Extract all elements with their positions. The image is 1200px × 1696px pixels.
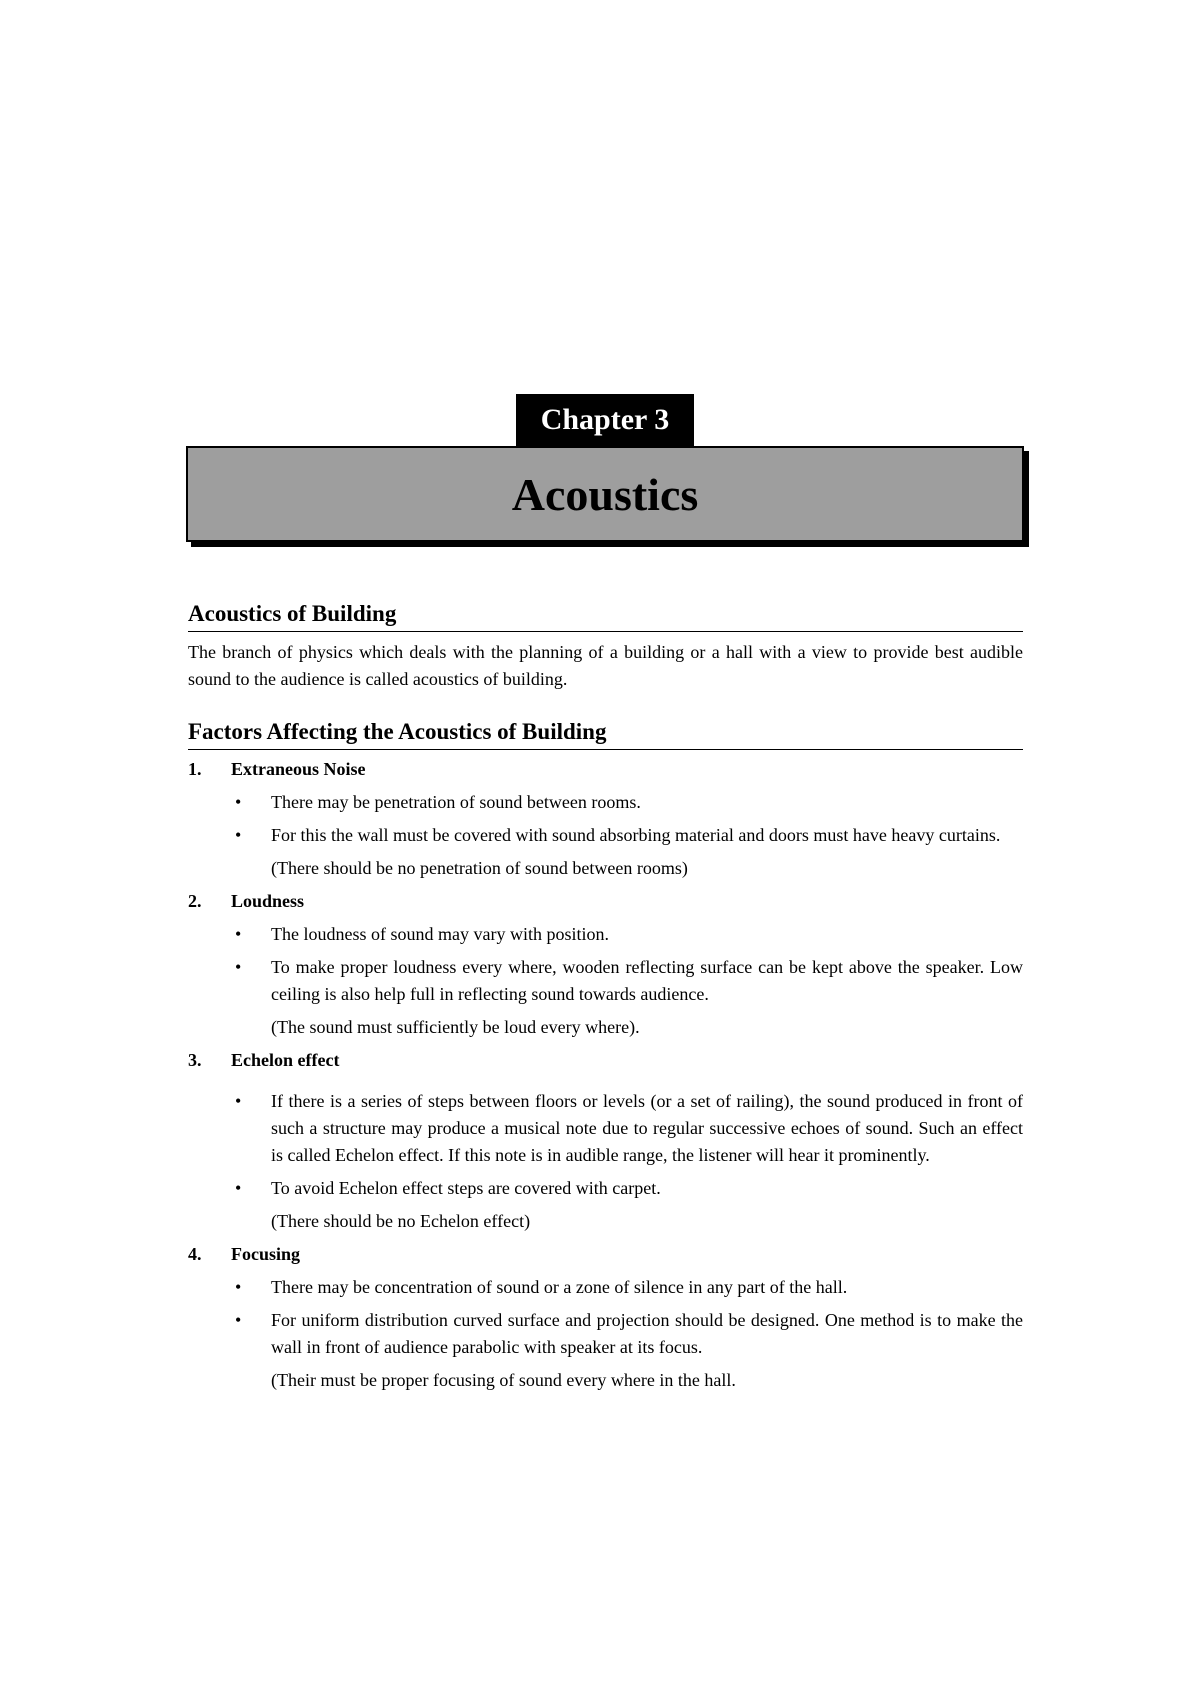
bullet-text: There may be penetration of sound between rooms. <box>271 792 641 812</box>
chapter-label: Chapter 3 <box>516 394 694 446</box>
bullet-item <box>231 1088 1023 1169</box>
factor-item-title: Echelon effect <box>231 1050 340 1070</box>
factor-item-title: Loudness <box>231 891 305 911</box>
bullet-text: For this the wall must be covered with sound absorbing material and doors must have heavy curtains. <box>271 825 1001 845</box>
factor-item-number: 3. <box>188 1050 202 1070</box>
factor-item-number: 2. <box>188 891 202 911</box>
bullet-item <box>231 822 1023 849</box>
factor-item-number: 1. <box>188 759 202 779</box>
bullet-item <box>231 1175 1023 1202</box>
bullet-icon: • <box>235 1277 242 1297</box>
bullet-text: If there is a series of steps between floors or levels (or a set of railing), the sound produced in front of such a structure may produce a musical note due to regular successive echoes of sound. Such an effect is called Echelon effect. If this note is in audible range, the listener will hear it prominently. <box>271 1091 1023 1165</box>
chapter-title-box <box>186 446 1024 542</box>
chapter-title: Acoustics <box>511 469 699 520</box>
bullet-text: For uniform distribution curved surface and projection should be designed. One method is to make the wall in front of audience parabolic with speaker at its focus. <box>271 1310 1023 1357</box>
bullet-list <box>188 1088 1023 1202</box>
section-heading-factors: Factors Affecting the Acoustics of Building <box>188 716 1023 750</box>
bullet-item <box>231 1274 1023 1301</box>
bullet-list <box>188 789 1023 849</box>
factor-list <box>188 756 1023 1394</box>
bullet-text: There may be concentration of sound or a zone of silence in any part of the hall. <box>271 1277 848 1297</box>
bullet-icon: • <box>235 825 242 845</box>
factor-item-heading <box>188 1047 1023 1074</box>
bullet-icon: • <box>235 1178 242 1198</box>
section-paragraph: The branch of physics which deals with the planning of a building or a hall with a view to provide best audible sound to the audience is called acoustics of building. <box>188 642 1023 689</box>
bullet-item <box>231 921 1023 948</box>
factor-item-heading <box>188 888 1023 915</box>
factor-item-title: Extraneous Noise <box>231 759 366 779</box>
factor-item-heading <box>188 756 1023 783</box>
bullet-text: The loudness of sound may vary with position. <box>271 924 609 944</box>
factor-item-heading <box>188 1241 1023 1268</box>
bullet-icon: • <box>235 924 242 944</box>
bullet-list <box>188 1274 1023 1361</box>
factor-note: (There should be no Echelon effect) <box>271 1211 531 1231</box>
factor-note: (There should be no penetration of sound between rooms) <box>271 858 688 878</box>
bullet-icon: • <box>235 792 242 812</box>
bullet-item <box>231 789 1023 816</box>
bullet-item <box>231 954 1023 1008</box>
section-heading-acoustics-of-building: Acoustics of Building <box>188 598 1023 632</box>
bullet-item <box>231 1307 1023 1361</box>
bullet-list <box>188 921 1023 1008</box>
factor-note: (Their must be proper focusing of sound every where in the hall. <box>271 1370 736 1390</box>
bullet-icon: • <box>235 957 242 977</box>
factor-item-number: 4. <box>188 1244 202 1264</box>
bullet-text: To make proper loudness every where, wooden reflecting surface can be kept above the speaker. Low ceiling is also help full in reflecting sound towards audience. <box>271 957 1023 1004</box>
bullet-icon: • <box>235 1091 242 1111</box>
page-content <box>188 598 1023 1394</box>
factor-item-title: Focusing <box>231 1244 301 1264</box>
factor-note: (The sound must sufficiently be loud every where). <box>271 1017 640 1037</box>
bullet-text: To avoid Echelon effect steps are covered with carpet. <box>271 1178 661 1198</box>
bullet-icon: • <box>235 1310 242 1330</box>
